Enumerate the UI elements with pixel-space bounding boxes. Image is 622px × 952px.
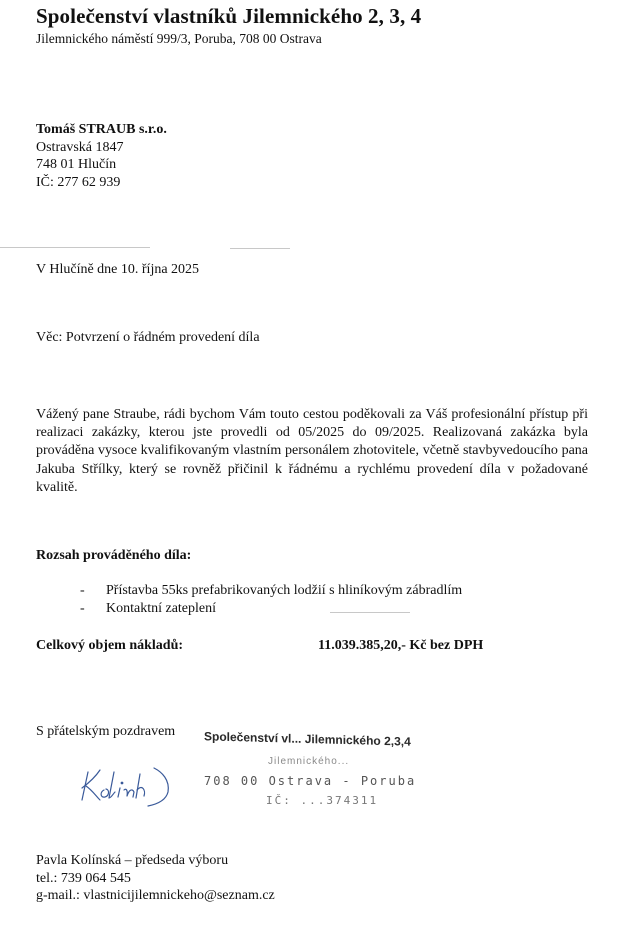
stamp-line: Společenství vl... Jilemnického 2,3,4 — [204, 729, 411, 749]
cost-value: 11.039.385,20,- Kč bez DPH — [318, 638, 484, 653]
recipient-address-block — [36, 121, 167, 191]
signatory-email: g-mail.: vlastnicijilemnickeho@seznam.cz — [36, 888, 275, 903]
body-paragraph: Vážený pane Straube, rádi bychom Vám touto cestou poděkovali za Váš profesionální přístup při realizaci zakázky, kterou jste provedli od 05/2025 do 09/2025. Realizovaná zakázka byla prováděna vysoce kvalifikovaným vlastním personálem zhotovitele, včetně stavbyvedoucího pana Jakuba Střílky, který se rovněž přičinil k řádnému a rychlému provedení díla v požadované kvalitě. — [36, 407, 588, 495]
signature-block — [36, 852, 275, 905]
recipient-street: Ostravská 1847 — [36, 139, 124, 155]
organization-name: Společenství vlastníků Jilemnického 2, 3, 4 — [36, 4, 422, 28]
subject-line: Věc: Potvrzení o řádném provedení díla — [36, 330, 260, 345]
organization-stamp — [200, 726, 440, 826]
list-item — [80, 600, 462, 618]
recipient-city: 748 01 Hlučín — [36, 157, 117, 172]
list-item — [80, 582, 462, 600]
stamp-line: 708 00 Ostrava - Poruba — [204, 774, 417, 788]
closing-salutation: S přátelským pozdravem — [36, 724, 176, 739]
list-bullet: - — [80, 601, 85, 616]
handwritten-signature — [78, 760, 200, 810]
list-item-text: Přístavba 55ks prefabrikovaných lodžií s hliníkovým zábradlím — [106, 583, 463, 598]
organization-address: Jilemnického náměstí 999/3, Poruba, 708 00 Ostrava — [36, 31, 322, 46]
scan-speck — [0, 247, 150, 248]
scope-list — [80, 582, 462, 618]
stamp-line: Jilemnického... — [268, 756, 350, 767]
date-line: V Hlučíně dne 10. října 2025 — [36, 262, 200, 277]
scan-speck — [230, 248, 290, 249]
cost-label: Celkový objem nákladů: — [36, 638, 184, 653]
recipient-name: Tomáš STRAUB s.r.o. — [36, 122, 167, 137]
recipient-ico: IČ: 277 62 939 — [36, 174, 121, 190]
scope-heading: Rozsah prováděného díla: — [36, 548, 192, 563]
list-item-text: Kontaktní zateplení — [106, 601, 217, 616]
signatory-phone: tel.: 739 064 545 — [36, 870, 131, 886]
list-bullet: - — [80, 583, 85, 598]
signatory-name: Pavla Kolínská – předseda výboru — [36, 853, 229, 868]
stamp-line: IČ: ...374311 — [266, 794, 379, 807]
